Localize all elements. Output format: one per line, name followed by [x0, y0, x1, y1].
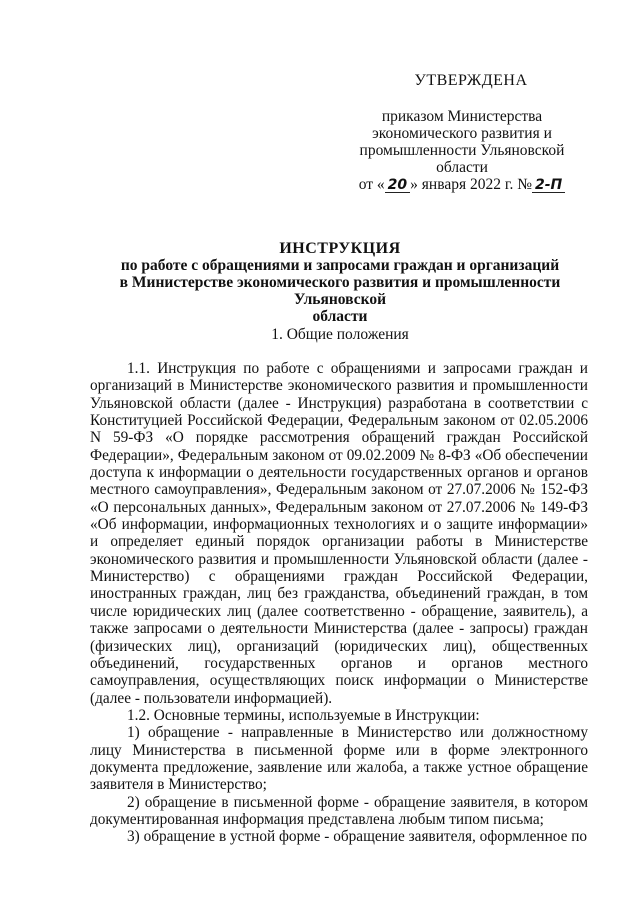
- paragraph: 3) обращение в устной форме - обращение заявителя, оформленное по: [127, 828, 588, 846]
- date-mid: » января 2022 г. №: [410, 176, 532, 193]
- section-body: [90, 360, 588, 846]
- approval-date: [352, 176, 572, 193]
- title-line: по работе с обращениями и запросами граждан и организаций: [120, 257, 560, 274]
- approval-line: промышленности Ульяновской: [359, 142, 565, 159]
- approval-block: [352, 72, 572, 193]
- paragraph: 1.1. Инструкция по работе с обращениями и запросами граждан и организаций в Министерстве экономического развития и промышленности Ульяновской области (далее - Инструкция) разработана в соответствии с Конституцией Российской Федерации, Федеральным законом от 02.05.2006 N 59-ФЗ «О порядке рассмотрения обращений граждан Российской Федерации», Федеральным законом от 09.02.2009 № 8-ФЗ «Об обеспечении доступа к информации о деятельности государственных органов и органов местного самоуправления», Федеральным законом от 27.07.2006 № 152-ФЗ «О персональных данных», Федеральным законом от 27.07.2006 № 149-ФЗ «Об информации, информационных технологиях и о защите информации» и определяет единый порядок организации работы в Министерстве экономического развития и промышленности Ульяновской области (далее - Министерство) с обращениями граждан Российской Федерации, иностранных граждан, лиц без гражданства, объединений граждан, в том числе юридических лиц (далее соответственно - обращение, заявитель), а также запросами о деятельности Министерства (далее - запросы) граждан (физических лиц), организаций (юридических лиц), общественных объединений, государственных органов и органов местного самоуправления, осуществляющих поиск информации о Министерстве (далее - пользователи информацией).: [90, 360, 588, 707]
- approval-line: приказом Министерства: [381, 108, 543, 125]
- approval-line: экономического развития и: [372, 125, 552, 142]
- handwritten-day: 20: [385, 178, 410, 193]
- title-main: ИНСТРУКЦИЯ: [279, 240, 401, 257]
- approval-line: области: [436, 159, 488, 176]
- paragraph: 2) обращение в письменной форме - обращение заявителя, в котором документированная информация представлена любым типом письма;: [90, 793, 588, 828]
- title-line: области: [312, 308, 368, 325]
- handwritten-number: 2-П: [532, 178, 565, 193]
- date-prefix: от «: [358, 176, 385, 193]
- document-title: [90, 240, 590, 325]
- paragraph: 1.2. Основные термины, используемые в Инструкции:: [127, 706, 480, 724]
- section-heading: 1. Общие положения: [271, 326, 409, 343]
- title-line: в Министерстве экономического развития и промышленности Ульяновской: [119, 274, 561, 308]
- paragraph: 1) обращение - направленные в Министерство или должностному лицу Министерства в письменной форме или в форме электронного документа предложение, заявление или жалоба, а также устное обращение заявителя в Министерство;: [90, 724, 588, 794]
- approval-stamp: УТВЕРЖДЕНА: [414, 72, 528, 89]
